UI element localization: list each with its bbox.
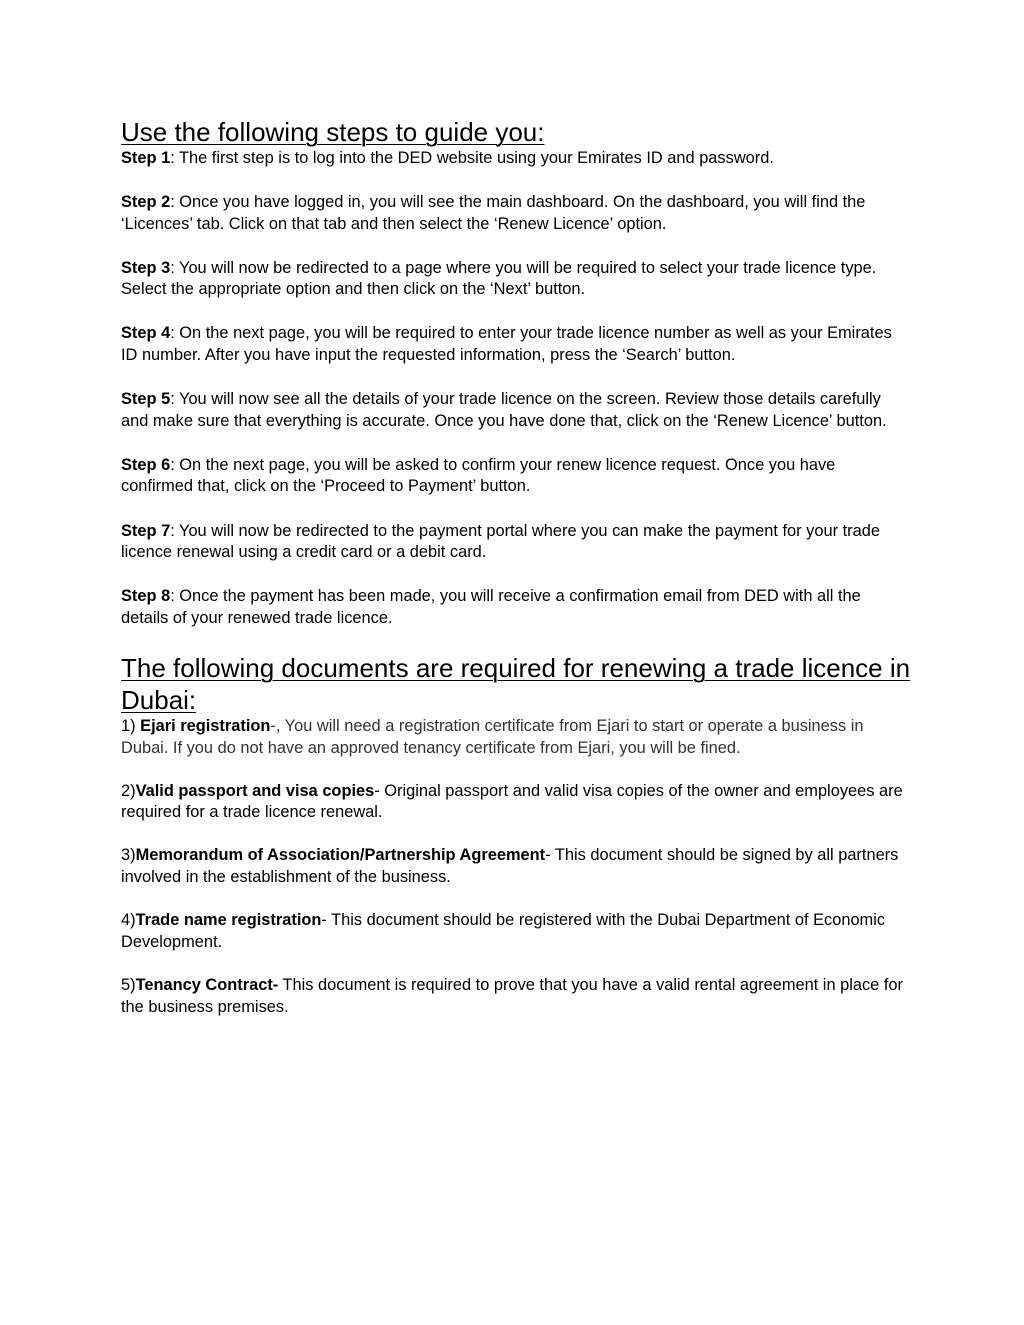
document-item [121, 910, 911, 953]
document-text: This document is required to prove that you have a valid rental agreement in place for the business premises. [121, 976, 903, 1016]
step-item [121, 258, 911, 301]
step-label: Step 7 [121, 521, 171, 540]
document-item [121, 975, 911, 1018]
step-text: : You will now see all the details of your trade licence on the screen. Review those details carefully and make sure that everything is accurate. Once you have done that, click on the ‘Renew Licence’ button. [121, 390, 887, 430]
document-text: -, You will need a registration certificate from Ejari to start or operate a business in Dubai. If you do not have an approved tenancy certificate from Ejari, you will be fined. [121, 716, 864, 757]
document-page [121, 116, 911, 1040]
step-label: Step 2 [121, 193, 171, 212]
step-label: Step 5 [121, 390, 171, 409]
document-title: Trade name registration [135, 911, 322, 930]
step-label: Step 8 [121, 587, 171, 606]
step-label: Step 6 [121, 455, 171, 474]
document-number: 1) [121, 716, 141, 735]
step-text: : You will now be redirected to a page where you will be required to select your trade licence type. Select the appropriate option and then click on the ‘Next’ button. [121, 258, 877, 299]
step-item [121, 455, 911, 498]
step-item [121, 521, 911, 564]
document-number: 2) [121, 781, 136, 800]
document-number: 5) [121, 976, 136, 995]
step-text: : You will now be redirected to the payment portal where you can make the payment for your trade licence renewal using a credit card or a debit card. [121, 521, 880, 562]
step-item [121, 323, 911, 366]
document-item [121, 716, 911, 759]
document-title: Ejari registration [140, 716, 271, 735]
step-item [121, 586, 911, 629]
step-item [121, 389, 911, 432]
steps-list [121, 148, 911, 629]
documents-list [121, 716, 911, 1018]
step-item [121, 192, 911, 235]
step-text: : Once the payment has been made, you will receive a confirmation email from DED with all the details of your renewed trade licence. [121, 587, 861, 627]
step-text: : Once you have logged in, you will see the main dashboard. On the dashboard, you will find the ‘Licences’ tab. Click on that tab and then select the ‘Renew Licence’ option. [121, 193, 866, 233]
document-number: 3) [121, 846, 136, 865]
step-text: : The first step is to log into the DED website using your Emirates ID and password. [170, 149, 774, 167]
documents-heading: The following documents are required for renewing a trade licence in Dubai: [121, 652, 911, 715]
document-title: Memorandum of Association/Partnership Agreement [135, 846, 546, 865]
step-label: Step 3 [121, 258, 171, 277]
steps-heading: Use the following steps to guide you: [121, 117, 545, 147]
step-label: Step 4 [121, 324, 171, 343]
step-text: : On the next page, you will be required to enter your trade licence number as well as your Emirates ID number. After you have input the requested information, press the ‘Search’ button. [121, 324, 892, 365]
document-title: Valid passport and visa copies [135, 781, 375, 800]
step-label: Step 1 [121, 149, 171, 167]
document-text: - Original passport and valid visa copies of the owner and employees are required for a trade licence renewal. [121, 781, 903, 822]
document-number: 4) [121, 911, 136, 930]
document-text: - This document should be signed by all partners involved in the establishment of the business. [121, 846, 899, 887]
document-item [121, 781, 911, 824]
document-text: - This document should be registered with the Dubai Department of Economic Development. [121, 911, 886, 951]
document-title: Tenancy Contract- [135, 976, 279, 995]
document-item [121, 845, 911, 888]
step-item [121, 148, 911, 170]
step-text: : On the next page, you will be asked to confirm your renew licence request. Once you have confirmed that, click on the ‘Proceed to Payment’ button. [121, 455, 836, 496]
